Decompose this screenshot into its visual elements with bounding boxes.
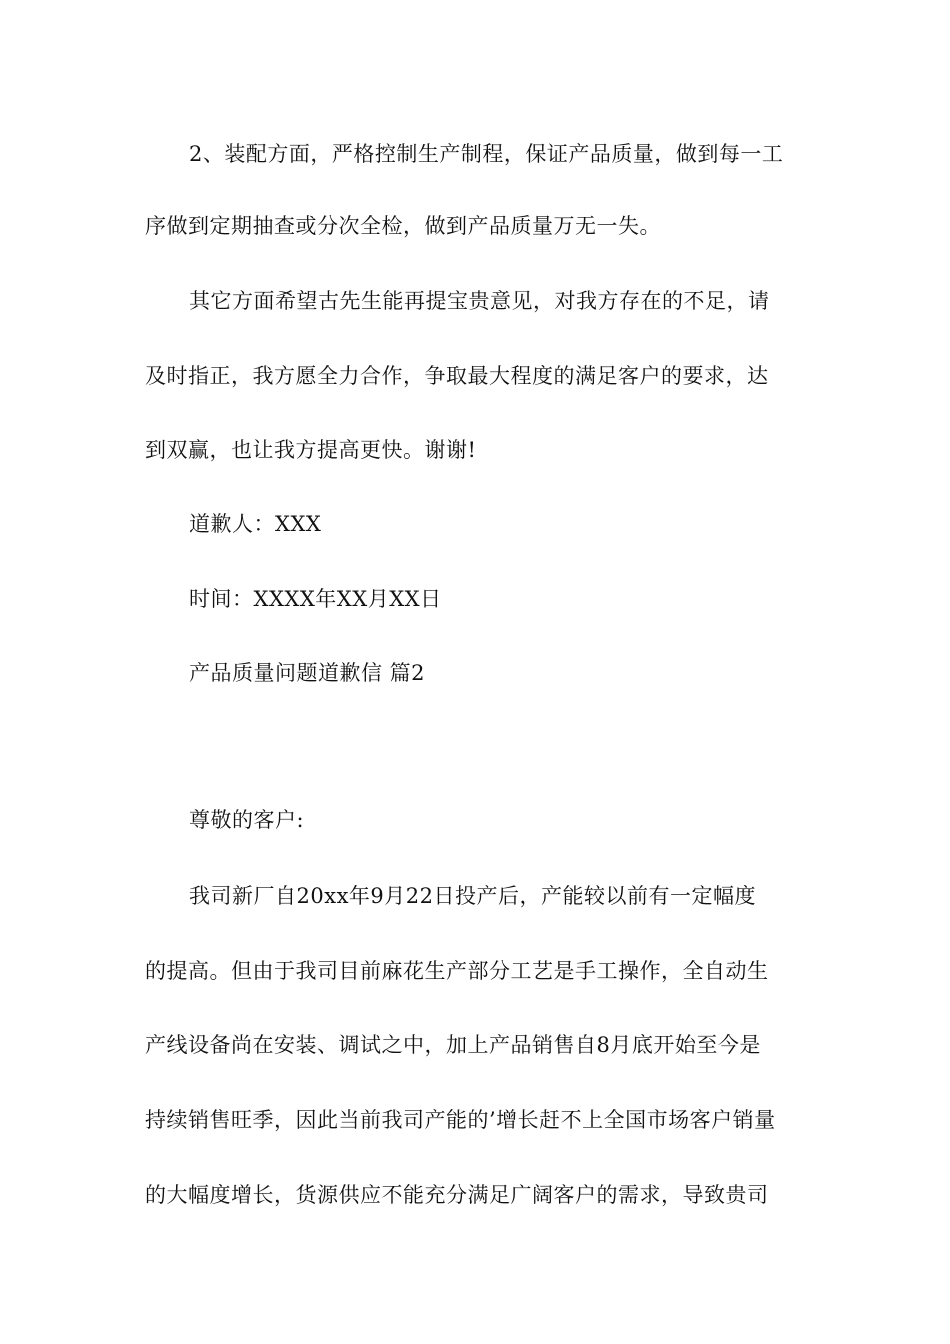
paragraph-line: 及时指正，我方愿全力合作，争取最大程度的满足客户的要求，达	[145, 364, 769, 388]
paragraph-line: 2、装配方面，严格控制生产制程，保证产品质量，做到每一工	[189, 142, 784, 166]
paragraph-line: 到双赢，也让我方提高更快。谢谢!	[145, 438, 477, 462]
paragraph-line: 其它方面希望古先生能再提宝贵意见，对我方存在的不足，请	[189, 289, 770, 313]
paragraph-line: 的提高。但由于我司目前麻花生产部分工艺是手工操作，全自动生	[145, 959, 769, 983]
date-line: 时间：XXXX年XX月XX日	[189, 587, 442, 611]
salutation: 尊敬的客户:	[189, 808, 305, 832]
paragraph-line: 持续销售旺季，因此当前我司产能的’增长赶不上全国市场客户销量	[145, 1108, 776, 1132]
paragraph-line: 序做到定期抽查或分次全检，做到产品质量万无一失。	[145, 214, 661, 238]
paragraph-line: 的大幅度增长，货源供应不能充分满足广阔客户的需求，导致贵司	[145, 1183, 769, 1207]
paragraph-line: 我司新厂自20xx年9月22日投产后，产能较以前有一定幅度	[189, 884, 756, 908]
paragraph-line: 产线设备尚在安装、调试之中，加上产品销售自8月底开始至今是	[145, 1033, 761, 1057]
section-heading: 产品质量问题道歉信 篇2	[189, 661, 426, 685]
apologizer-line: 道歉人：XXX	[189, 512, 322, 536]
